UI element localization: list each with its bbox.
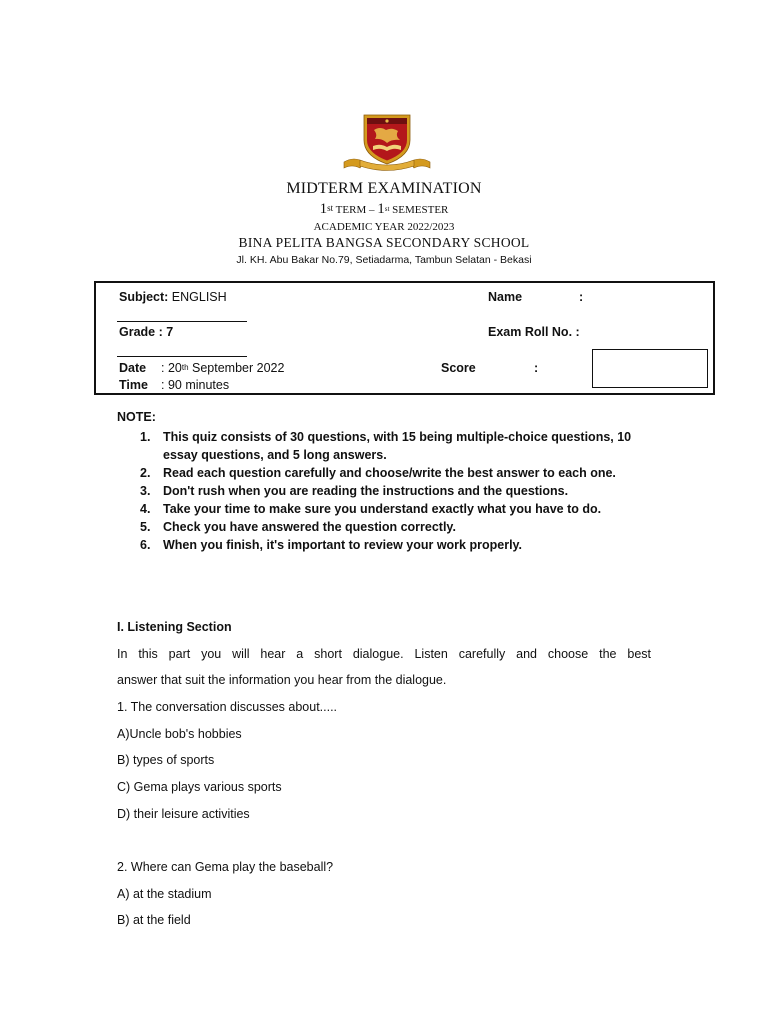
q1-option-d[interactable]: D) their leisure activities [117,807,250,821]
time-label-wrap [119,378,148,393]
section-heading: I. Listening Section [117,620,232,634]
subject-field [119,290,227,305]
question-2: 2. Where can Gema play the baseball? [117,860,334,874]
exam-title: MIDTERM EXAMINATION [286,180,482,197]
semester-word: SEMESTER [392,204,449,216]
term-ordinal: st [327,203,334,213]
term-semester-line [0,201,768,218]
date-value: : 20th September 2022 [161,361,285,375]
score-colon: : [534,361,539,375]
score-field [441,361,476,376]
note-heading: NOTE: [117,410,156,424]
grade-field [119,325,173,340]
note-item: 1. This quiz consists of 30 questions, with 15 being multiple-choice questions, 10 essay questions, and 5 long answers. [140,430,632,462]
note-item: 5. Check you have answered the question correctly. [140,520,456,534]
term-word: TERM – [335,204,378,216]
term-number: 1 [319,201,328,217]
semester-number: 1 [377,201,385,217]
note-item: 3. Don't rush when you are reading the instructions and the questions. [140,484,569,498]
note-item: 6. When you finish, it's important to review your work properly. [140,538,523,552]
school-crest-icon [340,112,434,174]
q1-option-c[interactable]: C) Gema plays various sports [117,780,282,794]
q1-option-b[interactable]: B) types of sports [117,753,215,767]
exam-roll-field[interactable] [488,325,580,340]
date-label-wrap [119,361,146,376]
grade-label: Grade : 7 [119,325,174,339]
section-intro-line-1: In this part you will hear a short dialogue. Listen carefully and choose the best [117,647,651,661]
note-list [117,428,657,554]
academic-year: ACADEMIC YEAR 2022/2023 [313,221,455,233]
name-colon: : [579,290,584,304]
name-label: Name [488,290,523,304]
note-item: 4. Take your time to make sure you understand exactly what you have to do. [140,502,602,516]
q1-option-a[interactable]: A)Uncle bob's hobbies [117,727,242,741]
time-label: Time [119,378,148,392]
grade-underline [117,356,247,357]
time-value: : 90 minutes [161,378,230,392]
school-name: BINA PELITA BANGSA SECONDARY SCHOOL [238,235,530,250]
score-label: Score [441,361,476,375]
q2-option-b[interactable]: B) at the field [117,913,191,927]
q2-option-a[interactable]: A) at the stadium [117,887,212,901]
subject-value: ENGLISH [168,290,227,304]
question-1: 1. The conversation discusses about..... [117,700,338,714]
semester-ordinal: st [384,205,390,213]
exam-roll-label: Exam Roll No. : [488,325,580,339]
subject-label: Subject: [119,290,169,304]
score-box[interactable] [592,349,708,388]
date-label: Date [119,361,147,375]
subject-underline [117,321,247,322]
note-item: 2. Read each question carefully and choose/write the best answer to each one. [140,466,616,480]
school-address: Jl. KH. Abu Bakar No.79, Setiadarma, Tambun Selatan - Bekasi [236,254,532,266]
name-field[interactable] [488,290,522,305]
section-intro-line-2: answer that suit the information you hear from the dialogue. [117,673,447,687]
